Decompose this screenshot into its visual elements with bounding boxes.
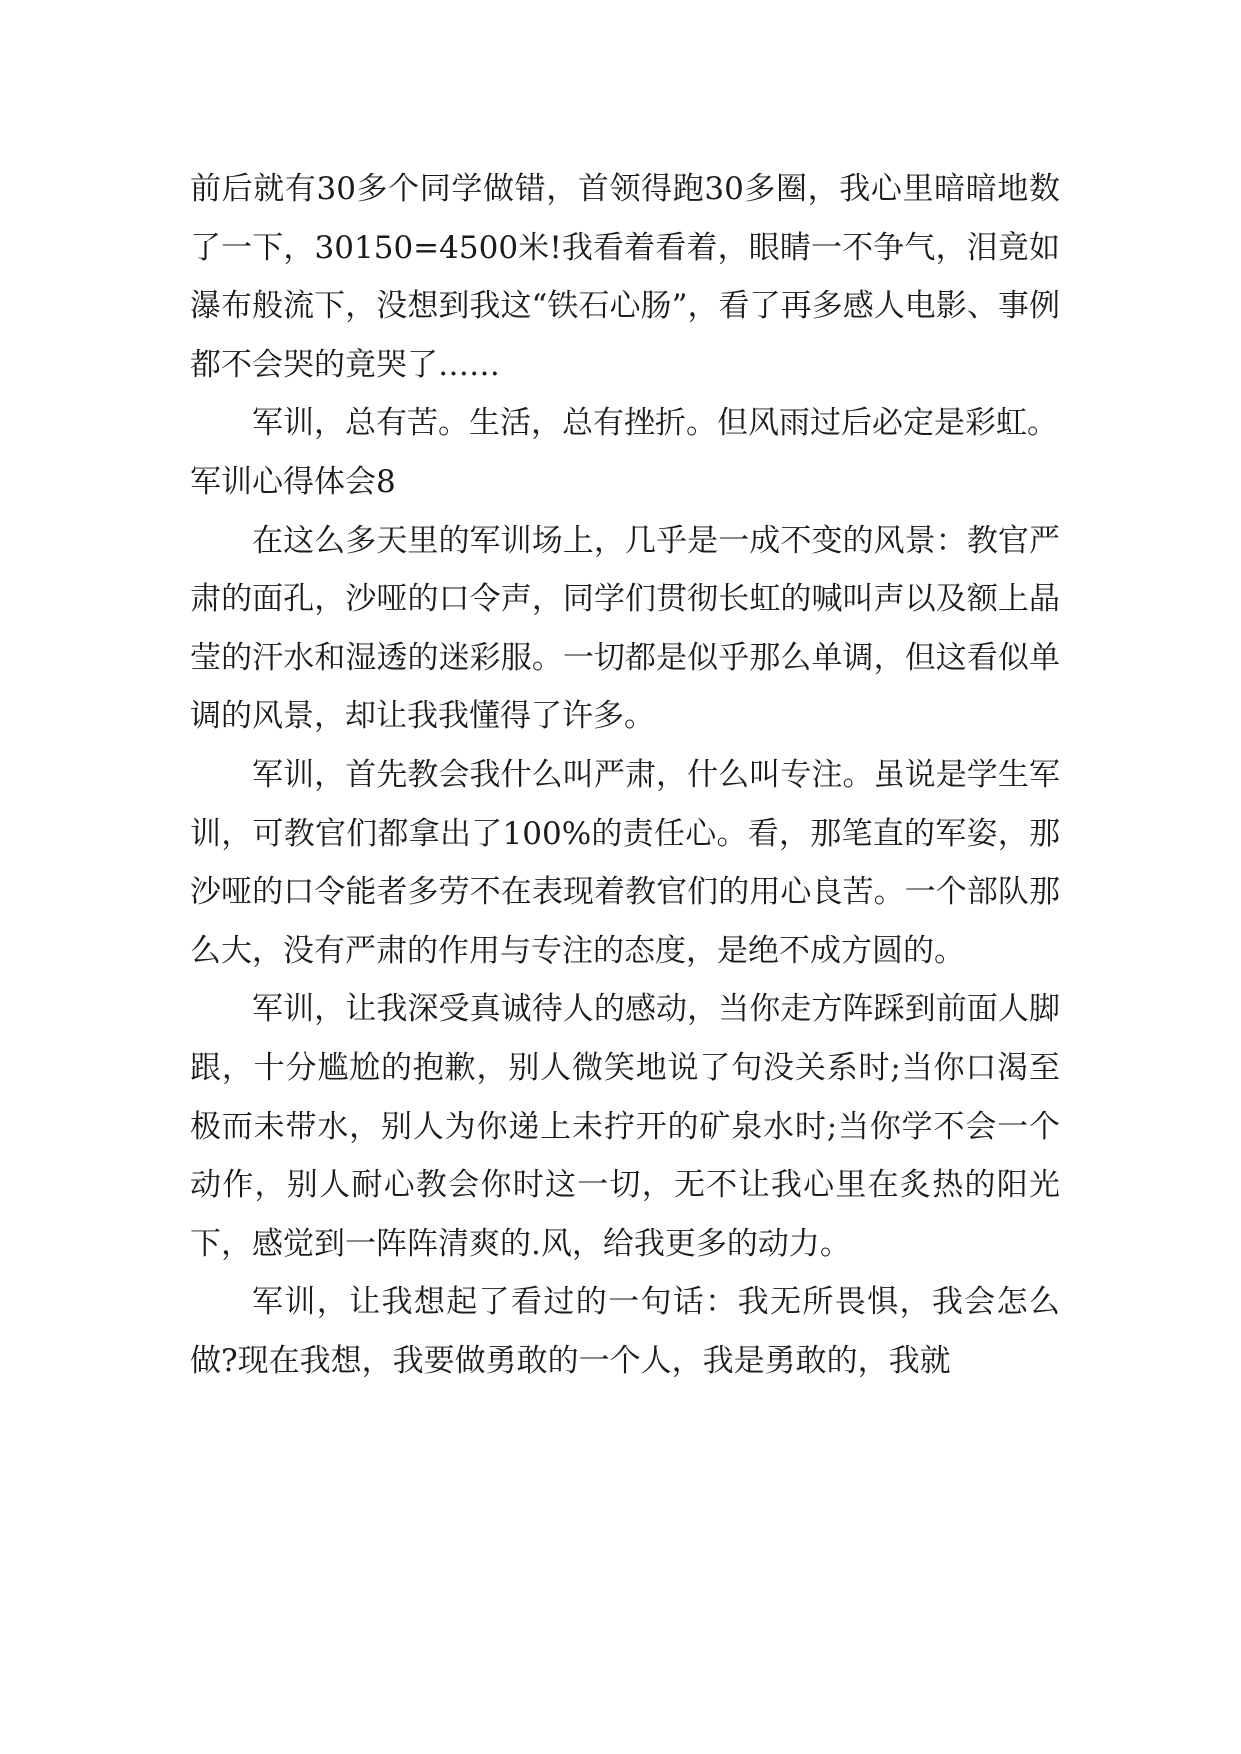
paragraph-courage: 军训，让我想起了看过的一句话：我无所畏惧，我会怎么做?现在我想，我要做勇敢的一个人，我是勇敢的，我就: [190, 1284, 1060, 1379]
paragraph-continuation: 前后就有30多个同学做错，首领得跑30多圈，我心里暗暗地数了一下，30150=4500米!我看着看着，眼睛一不争气，泪竟如瀑布般流下，没想到我这“铁石心肠”，看了再多感人电影、事例都不会哭的竟哭了……: [190, 171, 1060, 383]
paragraph-scenery: 在这么多天里的军训场上，几乎是一成不变的风景：教官严肃的面孔，沙哑的口令声，同学们贯彻长虹的喊叫声以及额上晶莹的汗水和湿透的迷彩服。一切都是似乎那么单调，但这看似单调的风景，却让我我懂得了许多。: [190, 522, 1060, 735]
document-body: [190, 160, 1060, 1390]
section-heading: 军训心得体会8: [190, 463, 396, 500]
paragraph-seriousness: 军训，首先教会我什么叫严肃，什么叫专注。虽说是学生军训，可教官们都拿出了100%的责任心。看，那笔直的军姿，那沙哑的口令能者多劳不在表现着教官们的用心良苦。一个部队那么大，没有严肃的作用与专注的态度，是绝不成方圆的。: [190, 756, 1060, 969]
paragraph-rainbow: 军训，总有苦。生活，总有挫折。但风雨过后必定是彩虹。: [252, 405, 1058, 442]
paragraph-sincerity: 军训，让我深受真诚待人的感动，当你走方阵踩到前面人脚跟，十分尴尬的抱歉，别人微笑地说了句没关系时;当你口渴至极而未带水，别人为你递上未拧开的矿泉水时;当你学不会一个动作，别人耐心教会你时这一切，无不让我心里在炙热的阳光下，感觉到一阵阵清爽的.风，给我更多的动力。: [190, 991, 1060, 1262]
